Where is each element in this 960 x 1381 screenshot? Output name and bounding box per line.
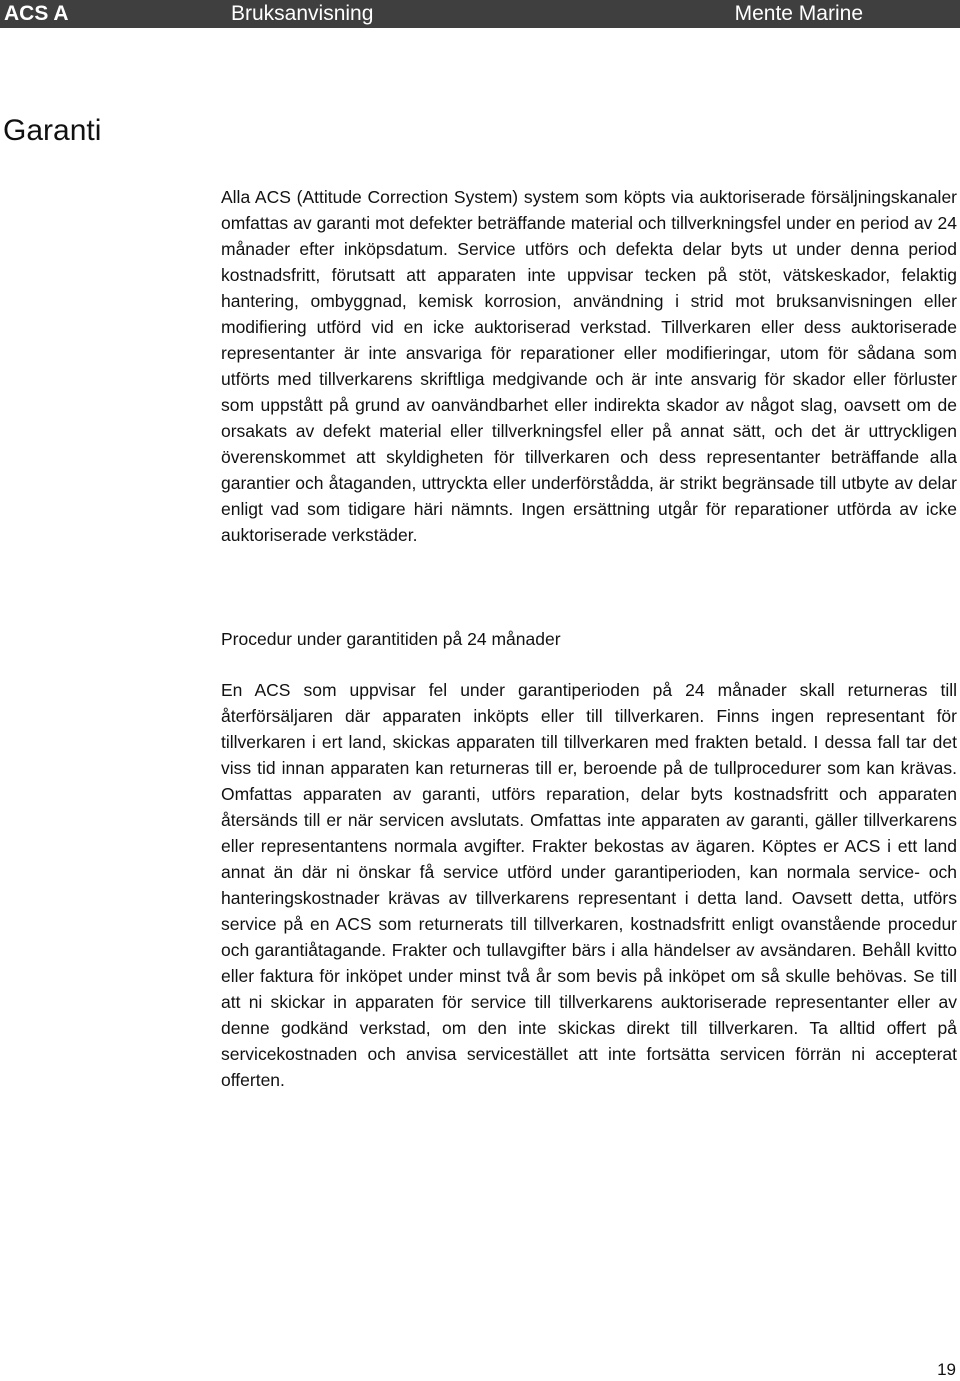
page-header <box>0 0 960 28</box>
page-number: 19 <box>937 1360 956 1379</box>
page-title: Garanti <box>3 114 102 147</box>
header-document-type: Bruksanvisning <box>231 2 374 25</box>
section-subheading: Procedur under garantitiden på 24 månader <box>221 629 561 649</box>
warranty-paragraph: Alla ACS (Attitude Correction System) system som köpts via auktoriserade försäljningskanaler omfattas av garanti mot defekter beträffande material och tillverkningsfel under en period av 24 månader efter inköpsdatum. Service utförs och defekta delar byts ut under denna period kostnadsfritt, förutsatt att apparaten inte uppvisar tecken på stöt, vätskeskador, felaktig hantering, ombyggnad, kemisk korrosion, användning i strid mot bruksanvisningen eller modifiering utförd vid en icke auktoriserad verkstad. Tillverkaren eller dess auktoriserade representanter är inte ansvariga för reparationer eller modifieringar, utom för sådana som utförts med tillverkarens skriftliga medgivande och är inte ansvarig för skador eller förluster som uppstått på grund av oanvändbarhet eller indirekta skador av något slag, oavsett om de orsakats av defekt material eller tillverkningsfel eller på annat sätt, och det är uttryckligen överenskommet att skyldigheten för tillverkaren och dess representanter beträffande alla garantier och åtaganden, uttryckta eller underförstådda, är strikt begränsade till utbyte av delar enligt vad som tidigare häri nämnts. Ingen ersättning utgår för reparationer utförda av icke auktoriserade verkstäder. <box>221 187 957 545</box>
header-product: ACS A <box>4 2 69 25</box>
header-company: Mente Marine <box>734 2 863 25</box>
procedure-paragraph: En ACS som uppvisar fel under garantiperioden på 24 månader skall returneras till återförsäljaren där apparaten inköpts eller till tillverkaren. Finns ingen representant för tillverkaren i ert land, skickas apparaten till tillverkaren med frakten betald. I dessa fall tar det viss tid innan apparaten kan returneras till er, beroende på de tullprocedurer som kan krävas. Omfattas apparaten av garanti, utförs reparation, delar byts kostnadsfritt och apparaten återsänds till er när servicen avslutats. Omfattas inte apparaten av garanti, gäller tillverkarens eller representantens normala avgifter. Frakter bekostas av ägaren. Köptes er ACS i ett land annat än där ni önskar få service utförd under garantiperioden, kan normala service- och hanteringskostnader krävas av tillverkarens representant i detta land. Oavsett detta, utförs service på en ACS som returnerats till tillverkaren, kostnadsfritt enligt ovanstående procedur och garantiåtagande. Frakter och tullavgifter bärs i alla händelser av avsändaren. Behåll kvitto eller faktura för inköpet under minst två år som bevis på inköpet om så skulle behövas. Se till att ni skickar in apparaten för service till tillverkarens auktoriserade representanter eller av denne godkänd verkstad, om den inte skickas direkt till tillverkaren. Ta alltid offert på servicekostnaden och anvisa servicestället att inte fortsätta servicen förrän ni accepterat offerten. <box>221 680 957 1090</box>
